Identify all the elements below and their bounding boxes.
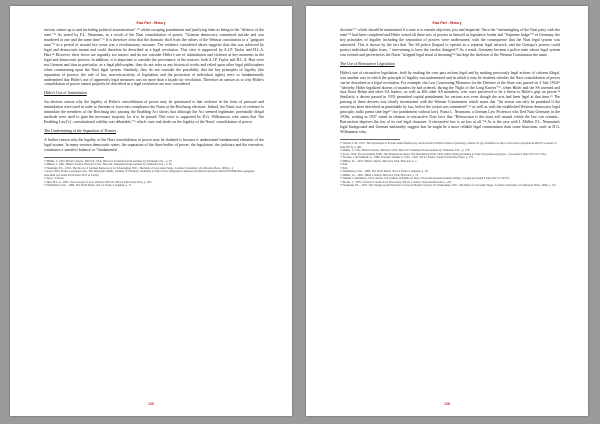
- paragraph: An obvious reason why the legality of Hitler's consolidation of power may be questioned is that violence in the form of pressure and intimidation were used in order to threaten or force into compliance the Nazis at the Reichstag elections. Indeed, the Nazis' use of violence to intimidate the members of the Reichstag into passing the Enabling Act shows that although the Act seemed legitimate, potentially illegal methods were used to gain the necessary majority for it to be passed. This view is supported by D.G. Williamson, who states that "the Enabling Law['s]...constitutional validity was debatable,"²⁵ which casts real doubt on the legality of the Nazis' consolidation of power.: [44, 100, 264, 125]
- footnote: ³² Ibid.: [340, 162, 348, 167]
- footnote: ²¹ Müller, I., 1991. Hitler's Justice. Harvard, USA: Harvard. Translated from German by Schneider, D.L., p. 81: [44, 162, 172, 167]
- footnote-rule: [44, 157, 104, 158]
- right-page: [306, 6, 588, 416]
- footnote-rule: [340, 139, 400, 140]
- page-body: [44, 28, 264, 404]
- page-number: 126: [444, 402, 450, 406]
- footnote: ³¹ Müller, I.L., 1991. Hitler's Justice. Harvard, USA: Harvard. p. 2: [340, 158, 417, 163]
- footnote: ²⁵ Hart, H.L.A., 1961. The Concept of Law. Oxford, Oxford: Oxford University Press, p. 205: [44, 179, 152, 184]
- page-body: [340, 28, 560, 404]
- footnote: ²⁸ Müller, I., 1991. Hitler's Justice. Harvard, USA: Harvard. Translated from German by Schneider, D.L., p. 178: [340, 148, 470, 153]
- section-heading: The Undermining of the Separation of Powers: [44, 129, 116, 134]
- paragraph: doctrine"²⁷ which should be maintained if a state is to remain objective, just and impartial. Once the "intermingling of the Nazi party with the state"²⁸ had been completed and Hitler vested all these sets of powers in himself as legislative leader and "Supreme Judge"²⁹ of Germany, the key principles of legality including the separation of powers were undermined, with the consequence that the Nazi legal system was subverted. This is shown by the fact that "the SS police [began] to operate as a separate legal network, and the Gestapo's powers could protect individual rights from..." intervening to have the verdict changed.³⁰ As a result, Germany became a police state whose legal system was twisted and perverted as the Nazis "stripped legal ritual of meaning"³¹ but kept the skeleton of the Weimar Constitution the same.: [340, 28, 560, 57]
- footnote: ²⁷ Wilson, C.H., 1937. The Separation of Powers under Democracy and Fascism. Political Science Quarterly, [online] 52 (4), Available at: http://www.jstor.org/stable/2144070 [accessed 11 June 2013], p. 482: [340, 141, 558, 149]
- footnote: ³⁸ Neumann, F.L., 1937. The Change in the Function of Law in Modern Society. In Schuessman, W.E., The Rule of Law under Siege. London: University of California Press, 1996, p. 113: [340, 183, 556, 188]
- footnote: ³⁴ Williamson, D.G., 1982. The Third Reich. 3rd ed. Essex: Longman, p. 18: [340, 169, 428, 174]
- page-header: Elza Part - History: [136, 21, 166, 25]
- page-header: Elza Part - History: [432, 21, 462, 25]
- footnote: ²³ Anon, 2012. Rome a gangster state. The Telegraph Online, [online] 27 February. Available at: http://www.telegraph.co.uk/news/worldnews/europe/rome/9107018/Rome-a-gangster-state.html [accessed 20 October 2013 at 14:26].: [44, 169, 256, 177]
- page-number: 125: [148, 402, 154, 406]
- paragraph: serious crimes up to and including political assassinations".²⁰ whilst escaping punishment and justifying them as being in the "defence of the state."²¹ As stated by F.L. Neumann, as a result of the Nazi consolidation of power, "German democracy committed suicide and was murdered at one and the same time".²² It is therefore clear that the dramatic shift from the values of the Weimar constitution to a "gangster state"²³ in a period of around two years was a revolutionary outcome. The evidence considered above suggests that this was achieved by legal and democratic means and could therefore be described as a legal revolution. This view is supported by A.J.P. Taylor and H.L.A. Hart.²⁴ However, their views are arguably too narrow and do not consider Hitler's use of intimidation and violence at key moments in the legal and democratic process. In addition, it is important to consider the provenance of the sources: both A.J.P. Taylor and H.L.A. Hart were not German and thus in particular, as a legal philosopher, they do not refer to any historical works and relied upon other legal philosophers when commenting upon the Nazi legal system. Similarly, they do not consider the possibility that the key principles of legality (the separation of powers, the rule of law, non-retroactivity of legislation and the protection of individual rights) were so fundamentally undermined that Hitler's use of apparently legal measures was no more than a façade for revolution. Therefore an answer as to why Hitler's consolidation of power cannot properly be described as a legal revolution are now considered.: [44, 28, 264, 87]
- footnote: ³⁷ Brodie, J., 1976. Oxford's Concise Law Dictionary. 8th ed. London: Sweet & Maxwell, p. 237: [340, 179, 452, 184]
- section-heading: Hitler's Use of Intimidation: [44, 91, 87, 96]
- paragraph: A further reason why the legality of the Nazi consolidation of power may be doubted is because it undermined fundamental elements of the legal system. In many western democratic states, the separation of the three bodies of power: the legislature, the judiciary and the executive, constitutes a sensitive balance or "fundamental: [44, 138, 264, 153]
- footnote: ³⁶ Weimar Constitution, 1919. Article 116 [online] Available at: http://www.zum.de/psm/weimar/weimar_vve.php [accessed 9 June 2013 at 16:07].: [340, 176, 510, 181]
- footnote: ³⁵ Müller, I.L., 1991. Hitler's Justice. Harvard, USA: Harvard. p. 74: [340, 172, 418, 177]
- footnote: ³⁰ Noakes, J. & Pridham, G., 1984. Nazism, Volume 2, 1919 - 1945. 3rd ed. Exeter: Exeter University Press, p. 179: [340, 155, 474, 160]
- left-page: [10, 6, 292, 416]
- footnote: ²² Neumann, F.L., 1953. The Decay of German Democracy. In Schuessman, W.E., The Rule of Law under Siege. London: University of California Press, 1996, p. 4: [44, 165, 233, 170]
- footnote: ²⁰ Müller, I., 1991. Hitler's Justice. Harvard, USA: Harvard. Translated from German by Schneider, D.L., p. 81: [44, 158, 173, 163]
- footnote: ³³ Ibid.: [340, 165, 348, 170]
- footnote: ²⁶ Williamson, D.G., 1982. The Third Reich. 3rd ed. Essex: Longman, p. 11: [44, 183, 132, 188]
- footnote: ²⁹ Anon, 1934. The Ascending Truth: The Momentous Years, The Nuremberg Trials 1945-1946 [online] Available at: http://law.jrank.org/pages/... [accessed 9 June 2013 at 17:26].: [340, 151, 547, 156]
- paragraph: Hitler's use of retroactive legislation, both by making his own past actions legal and by making previously legal actions of citizens illegal, was another way in which the principle of legality was undermined and in which it may be doubted whether the Nazi consolidation of power can be described as a legal revolution. For example, the Law Concerning Measures for the Defence of the State was passed on 3 July 1934³² "whereby Hitler legalized dozens of murders he had ordered, during the 'Night of the Long Knives'"³³, when Hitler and the SS arrested and shot Ernst Röhm and other SA leaders, as well as 400 other SA members, who were perceived to be a threat to Hitler's grip on power.³⁴ Similarly, a decree passed in 1933 permitted capital punishment for various acts even though the acts had been legal at that time.³⁵ The passing of these decrees was clearly inconsistent with the Weimar Constitution which states that "An action can only be punished if the action has been described as punishable by law, before the action was committed".³⁶ as well as with the established Western democratic legal principle, nulla poena sine lege³⁷ (no punishment without law). Franz L. Neumann, a German Law Professor who fled Nazi Germany in the 1930s, writing in 1937 stated in relation to retroactive Nazi laws that "Retroaction is the most evil assault which the law can commit... Retroaction deprives the law of its real legal character. A retroactive law is no law at all."³⁸ As is the case with I. Müller, F.L. Neumann's legal background and German nationality suggest that he might be a more reliable legal commentator than some historians, such as D.G. Williamson who,: [340, 70, 560, 135]
- footnote: ²⁴ See p. 5 above.: [44, 176, 65, 181]
- section-heading: The Use of Retroactive Legislation: [340, 61, 395, 66]
